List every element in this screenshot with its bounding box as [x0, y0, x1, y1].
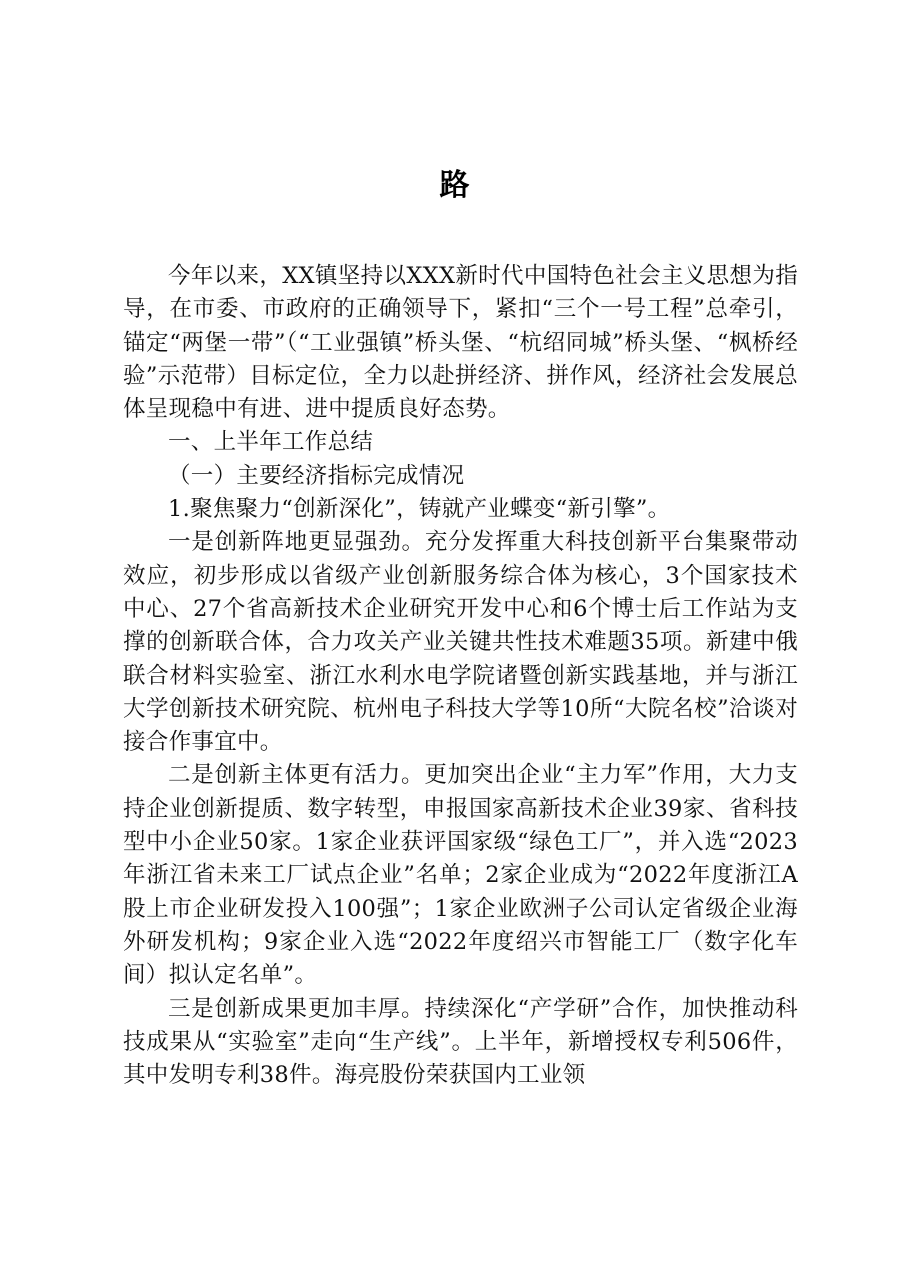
document-body [123, 260, 798, 1092]
paragraph-innovation-results: 三是创新成果更加丰厚。持续深化“产学研”合作，加快推动科技成果从“实验室”走向“生产线”。上半年，新增授权专利506件，其中发明专利38件。海亮股份荣获国内工业领 [123, 995, 798, 1089]
subsection-heading: （一）主要经济指标完成情况 [168, 462, 465, 489]
item-heading: 1.聚焦聚力“创新深化”，铸就产业蝶变“新引擎”。 [168, 496, 671, 523]
intro-paragraph: 今年以来，XX镇坚持以XXX新时代中国特色社会主义思想为指导，在市委、市政府的正确领导下，紧扣“三个一号工程”总牵引，锚定“两堡一带”（“工业强镇”桥头堡、“杭绍同城”桥头堡、“枫桥经验”示范带）目标定位，全力以赴拼经济、拼作风，经济社会发展总体呈现稳中有进、进中提质良好态势。 [123, 263, 798, 423]
document-title: 路 [439, 168, 470, 203]
section-heading: 一、上半年工作总结 [168, 429, 374, 456]
paragraph-innovation-base: 一是创新阵地更显强劲。充分发挥重大科技创新平台集聚带动效应，初步形成以省级产业创新服务综合体为核心，3个国家技术中心、27个省高新技术企业研究开发中心和6个博士后工作站为支撑的创新联合体，合力攻关产业关键共性技术难题35项。新建中俄联合材料实验室、浙江水利水电学院诸暨创新实践基地，并与浙江大学创新技术研究院、杭州电子科技大学等10所“大院名校”洽谈对接合作事宜中。 [123, 529, 798, 756]
paragraph-innovation-entities: 二是创新主体更有活力。更加突出企业“主力军”作用，大力支持企业创新提质、数字转型，申报国家高新技术企业39家、省科技型中小企业50家。1家企业获评国家级“绿色工厂”，并入选“2023年浙江省未来工厂试点企业”名单；2家企业成为“2022年度浙江A股上市企业研发投入100强”；1家企业欧洲子公司认定省级企业海外研发机构；9家企业入选“2022年度绍兴市智能工厂（数字化车间）拟认定名单”。 [123, 762, 798, 989]
